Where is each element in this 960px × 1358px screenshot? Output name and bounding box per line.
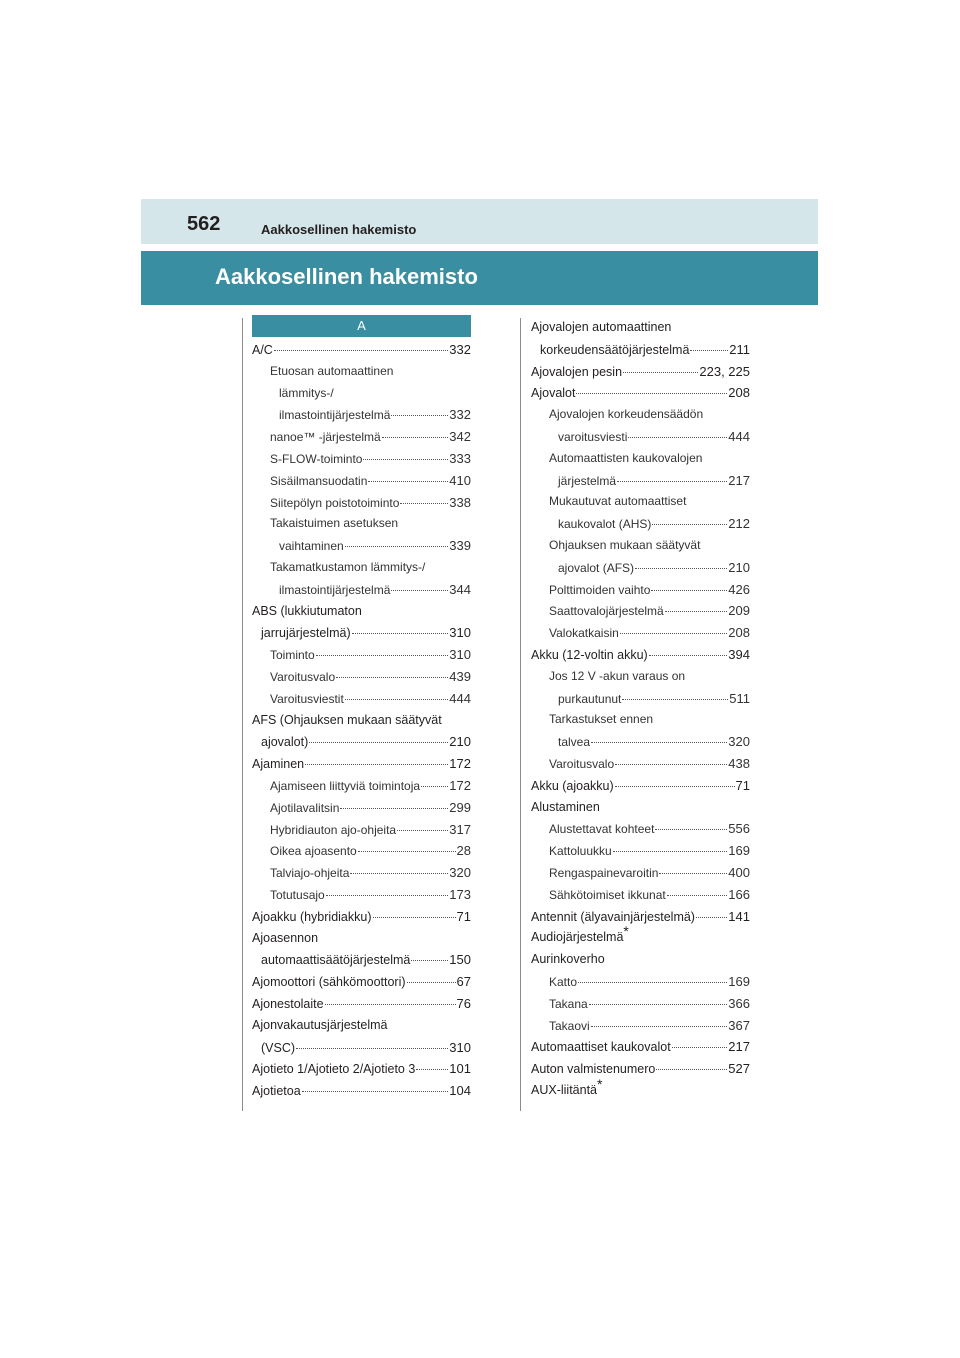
dot-leader xyxy=(416,1069,448,1070)
entry-term: järjestelmä xyxy=(558,473,617,488)
index-entry xyxy=(531,361,750,383)
entry-term: ajovalot (AFS) xyxy=(558,560,635,575)
page-reference: 527 xyxy=(728,1061,750,1077)
index-entry xyxy=(252,557,471,579)
index-entry xyxy=(531,404,750,426)
page-reference: 400 xyxy=(728,864,750,880)
entry-term: Valokatkaisin xyxy=(549,626,619,641)
index-entry xyxy=(252,535,471,557)
index-entry xyxy=(531,688,750,710)
page-reference: 169 xyxy=(728,973,750,989)
dot-leader xyxy=(690,350,728,351)
page-reference: 367 xyxy=(728,1017,750,1033)
page-reference: 444 xyxy=(449,690,471,706)
page-reference: 320 xyxy=(728,734,750,750)
entry-term: Hybridiauton ajo-ohjeita xyxy=(270,822,397,837)
index-entry xyxy=(531,884,750,906)
page-reference: 210 xyxy=(728,559,750,575)
entry-term: Polttimoiden vaihto xyxy=(549,582,651,597)
entry-term: Automaattiset kaukovalot xyxy=(531,1040,671,1055)
page-reference: 67 xyxy=(456,974,471,990)
index-list-right xyxy=(531,317,750,1102)
page-reference: 210 xyxy=(449,734,471,750)
entry-term: S-FLOW-toiminto xyxy=(270,451,363,466)
entry-term: korkeudensäätöjärjestelmä xyxy=(540,342,690,357)
dot-leader xyxy=(652,524,727,525)
dot-leader xyxy=(382,437,449,438)
dot-leader xyxy=(397,830,448,831)
index-entry xyxy=(252,448,471,470)
index-entry xyxy=(252,884,471,906)
entry-term: Tarkastukset ennen xyxy=(549,712,654,727)
dot-leader xyxy=(274,350,448,351)
dot-leader xyxy=(411,960,448,961)
index-column-right xyxy=(531,317,750,1102)
index-entry xyxy=(252,1037,471,1059)
index-entry xyxy=(252,383,471,405)
entry-term: talvea xyxy=(558,735,591,750)
index-entry xyxy=(252,1080,471,1102)
entry-term: Auton valmistenumero xyxy=(531,1062,656,1077)
entry-term: vaihtaminen xyxy=(279,539,344,554)
page-reference: 511 xyxy=(729,690,750,706)
index-entry xyxy=(531,797,750,819)
dot-leader xyxy=(421,786,448,787)
dot-leader xyxy=(400,503,448,504)
page-reference: 394 xyxy=(728,646,750,662)
entry-term: Takana xyxy=(549,996,588,1011)
index-entry xyxy=(531,1075,750,1102)
entry-term: Toiminto xyxy=(270,648,315,663)
entry-term: Ajovalojen korkeudensäädön xyxy=(549,407,704,422)
index-entry xyxy=(252,840,471,862)
page-title: Aakkosellinen hakemisto xyxy=(215,264,478,289)
page-reference: 339 xyxy=(449,538,471,554)
index-entry xyxy=(531,557,750,579)
entry-term: Sähkötoimiset ikkunat xyxy=(549,887,666,902)
index-entry xyxy=(252,1015,471,1037)
dot-leader xyxy=(325,1004,456,1005)
index-entry xyxy=(531,1015,750,1037)
header-band xyxy=(141,199,818,244)
dot-leader xyxy=(368,481,448,482)
index-entry xyxy=(252,819,471,841)
dot-leader xyxy=(345,546,449,547)
entry-term: Saattovalojärjestelmä xyxy=(549,604,664,619)
page-reference: 169 xyxy=(728,843,750,859)
index-entry xyxy=(531,426,750,448)
dot-leader xyxy=(591,1026,728,1027)
page-reference: 344 xyxy=(449,581,471,597)
entry-term: Audiojärjestelmä* xyxy=(531,923,629,945)
page-reference: 426 xyxy=(728,581,750,597)
entry-term: kaukovalot (AHS) xyxy=(558,517,652,532)
page-reference: 310 xyxy=(449,1039,471,1055)
letter-heading: A xyxy=(252,315,471,337)
index-entry xyxy=(531,644,750,666)
dot-leader xyxy=(622,699,728,700)
entry-term: Oikea ajoasento xyxy=(270,844,357,859)
entry-term: Takaistuimen asetuksen xyxy=(270,516,399,531)
dot-leader xyxy=(358,851,456,852)
page-reference: 223, 225 xyxy=(699,363,750,379)
page-reference: 166 xyxy=(728,886,750,902)
entry-term: Ajoakku (hybridiakku) xyxy=(252,909,372,924)
dot-leader xyxy=(407,982,456,983)
index-entry xyxy=(252,579,471,601)
dot-leader xyxy=(696,917,727,918)
page-reference: 217 xyxy=(728,472,750,488)
index-entry xyxy=(531,339,750,361)
dot-leader xyxy=(649,655,728,656)
entry-term: Mukautuvat automaattiset xyxy=(549,494,687,509)
entry-term: Jos 12 V -akun varaus on xyxy=(549,668,686,683)
index-entry xyxy=(531,491,750,513)
dot-leader xyxy=(635,568,727,569)
entry-term: Sisäilmansuodatin xyxy=(270,473,368,488)
dot-leader xyxy=(391,590,448,591)
dot-leader xyxy=(309,742,448,743)
page-reference: 317 xyxy=(449,821,471,837)
page-reference: 141 xyxy=(728,908,750,924)
index-entry xyxy=(252,710,471,732)
page-reference: 209 xyxy=(728,603,750,619)
index-entry xyxy=(252,797,471,819)
page-reference: 299 xyxy=(449,799,471,815)
dot-leader xyxy=(326,895,449,896)
dot-leader xyxy=(651,590,727,591)
entry-term: Ohjauksen mukaan säätyvät xyxy=(549,537,701,552)
entry-term: Automaattisten kaukovalojen xyxy=(549,450,703,465)
page-reference: 444 xyxy=(728,428,750,444)
entry-term: Etuosan automaattinen xyxy=(270,363,394,378)
index-entry xyxy=(531,862,750,884)
entry-term: AFS (Ohjauksen mukaan säätyvät xyxy=(252,712,442,727)
dot-leader xyxy=(316,655,449,656)
dot-leader xyxy=(578,982,727,983)
index-entry xyxy=(531,622,750,644)
page-reference: 71 xyxy=(456,908,471,924)
entry-term: ajovalot) xyxy=(261,735,309,750)
entry-term: Varoitusviestit xyxy=(270,691,344,706)
index-entry xyxy=(531,513,750,535)
dot-leader xyxy=(620,633,727,634)
entry-term: Akku (12-voltin akku) xyxy=(531,647,648,662)
dot-leader xyxy=(336,677,448,678)
page-reference: 366 xyxy=(728,995,750,1011)
right-column-rule xyxy=(520,318,521,1111)
entry-term: Ajonvakautusjärjestelmä xyxy=(252,1017,388,1032)
page-reference: 332 xyxy=(449,342,471,357)
dot-leader xyxy=(576,393,727,394)
index-entry xyxy=(252,993,471,1015)
entry-term: Ajaminen xyxy=(252,757,305,772)
index-column-left xyxy=(252,315,471,1102)
page-reference: 172 xyxy=(449,777,471,793)
entry-term: Ajotietoa xyxy=(252,1084,301,1099)
dot-leader xyxy=(391,415,448,416)
page-reference: 439 xyxy=(449,668,471,684)
index-entry xyxy=(252,492,471,514)
entry-term: Varoitusvalo xyxy=(270,669,336,684)
index-entry xyxy=(531,579,750,601)
entry-term: ABS (lukkiutumaton xyxy=(252,603,362,618)
page-reference: 172 xyxy=(449,756,471,772)
index-entry xyxy=(252,470,471,492)
page-reference: 173 xyxy=(449,886,471,902)
index-entry xyxy=(252,731,471,753)
page-reference: 338 xyxy=(449,494,471,510)
index-entry xyxy=(252,928,471,950)
index-entry xyxy=(531,753,750,775)
entry-term: Ajovalojen automaattinen xyxy=(531,320,672,334)
entry-term: Antennit (älyavainjärjestelmä) xyxy=(531,909,695,924)
index-entry xyxy=(531,1036,750,1058)
page-reference: 342 xyxy=(449,429,471,445)
dot-leader xyxy=(305,764,448,765)
entry-term: lämmitys-/ xyxy=(279,385,334,400)
index-entry xyxy=(531,923,750,949)
index-entry xyxy=(252,688,471,710)
entry-term: Aurinkoverho xyxy=(531,952,605,967)
entry-term: ilmastointijärjestelmä xyxy=(279,408,391,423)
index-entry xyxy=(531,1058,750,1080)
entry-term: Rengaspainevaroitin xyxy=(549,865,659,880)
dot-leader xyxy=(615,764,727,765)
index-entry xyxy=(531,775,750,797)
page-reference: 310 xyxy=(449,647,471,663)
index-entry xyxy=(531,906,750,928)
index-entry xyxy=(252,906,471,928)
entry-term: AUX-liitäntä* xyxy=(531,1075,603,1097)
page-reference: 211 xyxy=(729,341,750,357)
entry-term: automaattisäätöjärjestelmä xyxy=(261,953,411,968)
page-reference: 217 xyxy=(728,1039,750,1055)
index-entry xyxy=(252,644,471,666)
index-entry xyxy=(252,862,471,884)
page-reference: 76 xyxy=(456,995,471,1011)
entry-term: purkautunut xyxy=(558,691,622,706)
entry-term: Alustaminen xyxy=(531,799,600,814)
entry-term: Akku (ajoakku) xyxy=(531,778,614,793)
page-reference: 332 xyxy=(449,407,471,423)
dot-leader xyxy=(352,633,449,634)
entry-term: Ajamiseen liittyviä toimintoja xyxy=(270,778,421,793)
dot-leader xyxy=(656,1069,727,1070)
page-reference: 208 xyxy=(728,625,750,641)
page-reference: 101 xyxy=(449,1061,471,1077)
page-reference: 410 xyxy=(449,472,471,488)
entry-term: Kattoluukku xyxy=(549,844,612,859)
index-entry xyxy=(252,949,471,971)
index-entry xyxy=(531,993,750,1015)
dot-leader xyxy=(363,459,448,460)
dot-leader xyxy=(345,699,448,700)
index-entry xyxy=(252,753,471,775)
running-title: Aakkosellinen hakemisto xyxy=(261,222,417,237)
dot-leader xyxy=(667,895,728,896)
page-reference: 208 xyxy=(728,385,750,401)
index-entry xyxy=(531,666,750,688)
page-reference: 556 xyxy=(728,821,750,837)
dot-leader xyxy=(615,786,735,787)
index-entry xyxy=(252,404,471,426)
page-reference: 438 xyxy=(728,755,750,771)
entry-term: A/C xyxy=(252,343,273,357)
index-entry xyxy=(531,971,750,993)
entry-term: Ajomoottori (sähkömoottori) xyxy=(252,975,406,990)
dot-leader xyxy=(628,437,727,438)
index-entry xyxy=(531,470,750,492)
index-list-left xyxy=(252,339,471,1102)
entry-term: Ajotilavalitsin xyxy=(270,800,340,815)
index-entry xyxy=(531,709,750,731)
index-entry xyxy=(531,317,750,339)
index-entry xyxy=(252,513,471,535)
index-entry xyxy=(252,426,471,448)
page-reference: 71 xyxy=(735,777,750,793)
entry-term: jarrujärjestelmä) xyxy=(261,626,351,641)
entry-term: Talviajo-ohjeita xyxy=(270,866,350,881)
entry-term: Takaovi xyxy=(549,1018,590,1033)
page-number: 562 xyxy=(187,213,221,235)
dot-leader xyxy=(655,829,727,830)
page-reference: 28 xyxy=(456,843,471,859)
entry-term: varoitusviesti xyxy=(558,429,628,444)
entry-term: Ajovalot xyxy=(531,386,576,401)
dot-leader xyxy=(617,481,727,482)
dot-leader xyxy=(613,851,728,852)
page-reference: 150 xyxy=(449,952,471,968)
index-entry xyxy=(252,622,471,644)
page-reference: 333 xyxy=(449,450,471,466)
index-entry xyxy=(252,601,471,623)
index-entry xyxy=(531,840,750,862)
index-entry xyxy=(252,775,471,797)
index-entry xyxy=(531,731,750,753)
index-entry xyxy=(252,361,471,383)
dot-leader xyxy=(296,1048,448,1049)
entry-term: Takamatkustamon lämmitys-/ xyxy=(270,559,426,574)
dot-leader xyxy=(672,1047,728,1048)
index-entry xyxy=(252,971,471,993)
dot-leader xyxy=(302,1091,449,1092)
index-entry xyxy=(252,666,471,688)
entry-term: ilmastointijärjestelmä xyxy=(279,582,391,597)
entry-term: Ajonestolaite xyxy=(252,996,324,1011)
index-entry xyxy=(531,818,750,840)
dot-leader xyxy=(340,808,448,809)
index-entry xyxy=(531,448,750,470)
entry-term: Varoitusvalo xyxy=(549,756,615,771)
entry-term: Siitepölyn poistotoiminto xyxy=(270,495,400,510)
entry-term: Ajoasennon xyxy=(252,930,319,945)
dot-leader xyxy=(665,611,728,612)
page-reference: 212 xyxy=(728,516,750,532)
entry-term: (VSC) xyxy=(261,1040,296,1055)
entry-term: Katto xyxy=(549,974,578,989)
entry-term: Ajotieto 1/Ajotieto 2/Ajotieto 3 xyxy=(252,1062,416,1077)
entry-term: nanoe™ -järjestelmä xyxy=(270,430,381,445)
entry-term: Totutusajo xyxy=(270,887,325,902)
index-entry xyxy=(531,382,750,404)
dot-leader xyxy=(659,873,727,874)
entry-term: Ajovalojen pesin xyxy=(531,364,623,379)
page-reference: 104 xyxy=(449,1083,471,1099)
index-entry xyxy=(531,600,750,622)
dot-leader xyxy=(373,917,456,918)
dot-leader xyxy=(591,742,727,743)
page-reference: 320 xyxy=(449,865,471,881)
index-entry xyxy=(252,339,471,361)
left-column-rule xyxy=(242,318,243,1111)
dot-leader xyxy=(623,372,698,373)
dot-leader xyxy=(350,873,448,874)
dot-leader xyxy=(589,1004,728,1005)
index-entry xyxy=(531,535,750,557)
page-reference: 310 xyxy=(449,625,471,641)
index-entry xyxy=(252,1058,471,1080)
index-entry xyxy=(531,949,750,971)
entry-term: Alustettavat kohteet xyxy=(549,822,655,837)
